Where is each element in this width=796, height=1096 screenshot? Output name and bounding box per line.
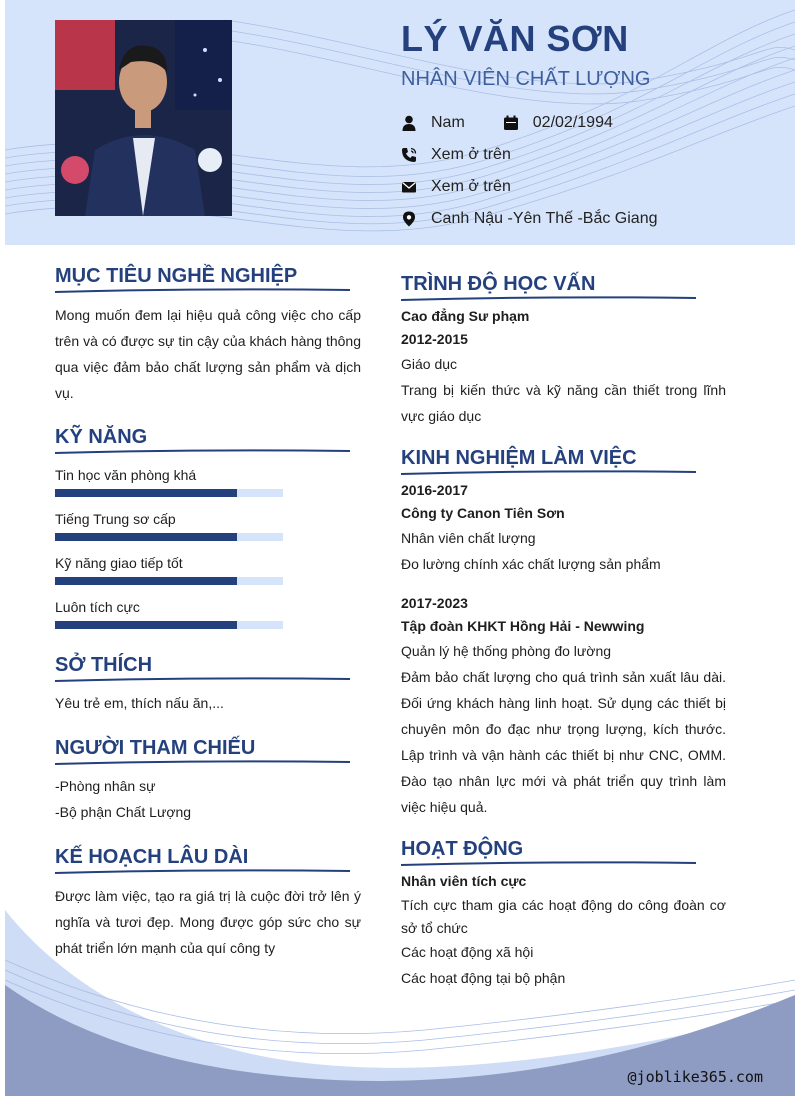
calendar-icon bbox=[503, 115, 519, 131]
hobbies-underline bbox=[55, 677, 350, 683]
activities-heading: HOẠT ĐỘNG bbox=[401, 838, 524, 860]
address-row bbox=[401, 210, 658, 228]
activity-item: Tích cực tham gia các hoạt động do công đoàn cơ sở tổ chức bbox=[401, 897, 726, 936]
education-heading: TRÌNH ĐỘ HỌC VẤN bbox=[401, 273, 596, 295]
gender-birthday-row bbox=[401, 114, 613, 132]
job-description: Đo lường chính xác chất lượng sản phẩm bbox=[401, 556, 661, 572]
reference-item: -Bộ phận Chất Lượng bbox=[55, 804, 192, 820]
job-description: Đảm bảo chất lượng cho quá trình sản xuất lâu dài. Đối ứng khách hàng linh hoạt. Sử dụng các thiết bị chuyên môn đo đạc như trọng lượng, kích thước. Lập trình và vận hành các thiết bị như CNC, OMM. Đào tạo nhân lực mới và phát triển quy trình làm việc hiệu quả. bbox=[401, 669, 726, 815]
candidate-name: LÝ VĂN SƠN bbox=[401, 18, 629, 59]
skill-bar bbox=[55, 533, 283, 541]
phone-value: Xem ở trên bbox=[431, 146, 511, 163]
gender-value: Nam bbox=[431, 114, 465, 131]
activities-underline bbox=[401, 861, 696, 867]
job-company: Tập đoàn KHKT Hồng Hải - Newwing bbox=[401, 618, 645, 634]
skill-bar bbox=[55, 621, 283, 629]
education-school: Cao đẳng Sư phạm bbox=[401, 308, 530, 324]
skill-label: Luôn tích cực bbox=[55, 599, 140, 615]
education-description: Trang bị kiến thức và kỹ năng cần thiết trong lĩnh vực giáo dục bbox=[401, 382, 726, 424]
experience-heading: KINH NGHIỆM LÀM VIỆC bbox=[401, 447, 637, 469]
location-pin-icon bbox=[401, 211, 417, 227]
activities-title: Nhân viên tích cực bbox=[401, 873, 527, 889]
skill-bar-fill bbox=[55, 577, 237, 585]
skills-heading: KỸ NĂNG bbox=[55, 426, 148, 448]
hobbies-text: Yêu trẻ em, thích nấu ăn,... bbox=[55, 695, 224, 711]
address-value: Canh Nậu -Yên Thế -Bắc Giang bbox=[431, 210, 658, 227]
job-company: Công ty Canon Tiên Sơn bbox=[401, 505, 565, 521]
skill-bar-fill bbox=[55, 621, 237, 629]
education-period: 2012-2015 bbox=[401, 331, 468, 347]
candidate-title: NHÂN VIÊN CHẤT LƯỢNG bbox=[401, 68, 651, 90]
skill-bar-fill bbox=[55, 533, 237, 541]
cv-page bbox=[5, 0, 795, 1096]
birthday-value: 02/02/1994 bbox=[532, 114, 613, 131]
objective-text: Mong muốn đem lại hiệu quả công việc cho cấp trên và có được sự tin cậy của khách hàng thông qua việc đảm bảo chất lượng sản phẩm và dịch vụ. bbox=[55, 307, 361, 401]
plan-underline bbox=[55, 869, 350, 875]
activity-item: Các hoạt động xã hội bbox=[401, 944, 534, 960]
references-heading: NGƯỜI THAM CHIẾU bbox=[55, 737, 256, 759]
profile-photo bbox=[55, 20, 232, 216]
skill-bar-fill bbox=[55, 489, 237, 497]
phone-row bbox=[401, 146, 511, 164]
email-value: Xem ở trên bbox=[431, 178, 511, 195]
header bbox=[5, 0, 795, 245]
skill-bar bbox=[55, 489, 283, 497]
job-position: Nhân viên chất lượng bbox=[401, 530, 536, 546]
job-position: Quản lý hệ thống phòng đo lường bbox=[401, 643, 612, 659]
plan-heading: KẾ HOẠCH LÂU DÀI bbox=[55, 846, 249, 868]
plan-text: Được làm việc, tạo ra giá trị là cuộc đời trở lên ý nghĩa và tươi đẹp. Mong được góp sức cho sự phát triển lớn mạnh của quí công ty bbox=[55, 888, 361, 956]
objective-underline bbox=[55, 288, 350, 294]
skill-label: Tiếng Trung sơ cấp bbox=[55, 511, 176, 527]
website-handle: @joblike365.com bbox=[627, 1068, 763, 1086]
skill-label: Tin học văn phòng khá bbox=[55, 467, 197, 483]
skill-label: Kỹ năng giao tiếp tốt bbox=[55, 555, 183, 571]
activity-item: Các hoạt động tại bộ phận bbox=[401, 970, 566, 986]
education-underline bbox=[401, 296, 696, 302]
user-icon bbox=[401, 115, 417, 131]
job-period: 2016-2017 bbox=[401, 482, 468, 498]
references-underline bbox=[55, 760, 350, 766]
skill-bar bbox=[55, 577, 283, 585]
hobbies-heading: SỞ THÍCH bbox=[55, 654, 153, 676]
envelope-icon bbox=[401, 179, 417, 195]
education-major: Giáo dục bbox=[401, 356, 458, 372]
objective-heading: MỤC TIÊU NGHỀ NGHIỆP bbox=[55, 265, 298, 287]
job-period: 2017-2023 bbox=[401, 595, 468, 611]
skills-underline bbox=[55, 449, 350, 455]
experience-underline bbox=[401, 470, 696, 476]
phone-icon bbox=[401, 147, 417, 163]
email-row bbox=[401, 178, 511, 196]
reference-item: -Phòng nhân sự bbox=[55, 778, 156, 794]
